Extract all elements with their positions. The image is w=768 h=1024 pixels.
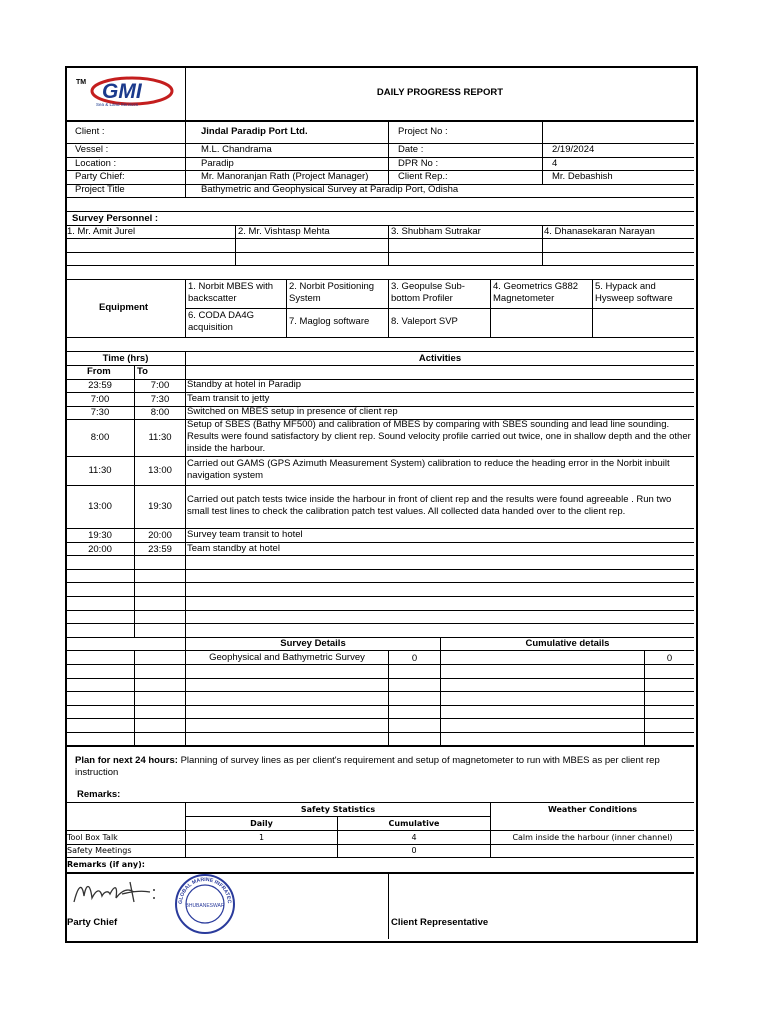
safety-cumulative-header: Cumulative [388,819,440,828]
activity-text: Standby at hotel in Paradip [187,379,302,390]
equipment-item: 8. Valeport SVP [391,316,458,327]
company-stamp [172,873,238,935]
activity-to: 20:00 [148,530,172,541]
activity-text: Survey team transit to hotel [187,529,303,540]
activity-from: 7:00 [90,394,110,405]
plan-section [75,755,693,779]
equipment-item: 2. Norbit Positioning System [289,281,375,304]
client-rep-label: Client Rep.: [398,171,448,182]
survey-details-header: Survey Details [280,638,346,649]
company-logo [74,74,178,108]
signature-image [70,876,165,910]
time-header: Time (hrs) [102,353,149,364]
toolbox-cumulative: 4 [411,833,417,842]
personnel-member: 1. Mr. Amit Jurel [67,226,136,237]
client-representative-signature-label: Client Representative [391,917,489,928]
toolbox-label: Tool Box Talk [67,833,118,842]
party-chief-signature-label: Party Chief [67,917,118,928]
activity-from: 20:00 [88,544,112,555]
project-title-value: Bathymetric and Geophysical Survey at Paradip Port, Odisha [201,184,459,195]
activity-to: 23:59 [148,544,172,555]
vessel-value: M.L. Chandrama [201,144,272,155]
party-chief-label: Party Chief: [75,171,125,182]
date-value: 2/19/2024 [552,144,595,155]
activities-header: Activities [418,353,462,364]
activity-text: Team standby at hotel [187,543,280,554]
activity-from: 13:00 [88,501,112,512]
equipment-item: 4. Geometrics G882 Magnetometer [493,281,579,304]
equipment-item: 6. CODA DA4G acquisition [188,310,254,333]
cumulative-details-header: Cumulative details [525,638,610,649]
personnel-member: 4. Dhanasekaran Narayan [544,226,655,237]
activity-text: Team transit to jetty [187,393,270,404]
activity-to: 11:30 [148,432,172,443]
toolbox-daily: 1 [258,833,265,842]
activity-to: 8:00 [150,407,170,418]
activity-to: 13:00 [148,465,172,476]
personnel-heading: Survey Personnel : [72,213,159,224]
activity-from: 7:30 [90,407,110,418]
equipment-item: 5. Hypack and Hysweep software [595,281,673,304]
activity-text: Carried out GAMS (GPS Azimuth Measurement System) calibration to reduce the heading error in the Norbit inbuilt navigation system [187,458,670,481]
remarks-label: Remarks: [77,789,121,800]
weather-value: Calm inside the harbour (inner channel) [512,833,673,842]
personnel-member: 2. Mr. Vishtasp Mehta [238,226,330,237]
activity-text: Setup of SBES (Bathy MF500) and calibration of MBES by comparing with SBES sounding and lead line sounding. Results were found satisfactory by client rep. Sound velocity profile carried out twice, one in shallow depth and the other inside the harbour. [187,419,691,454]
client-rep-value: Mr. Debashish [552,171,613,182]
report-title: DAILY PROGRESS REPORT [376,87,504,98]
location-label: Location : [75,158,117,169]
activity-from: 8:00 [90,432,110,443]
dpr-label: DPR No : [398,158,439,169]
party-chief-value: Mr. Manoranjan Rath (Project Manager) [201,171,369,182]
svg-text:GMI: GMI [102,80,142,103]
personnel-member: 3. Shubham Sutrakar [391,226,481,237]
weather-header: Weather Conditions [547,805,638,814]
survey-item: Geophysical and Bathymetric Survey [209,652,365,663]
safety-header: Safety Statistics [300,805,376,814]
meetings-label: Safety Meetings [67,846,132,855]
svg-text:BHUBANESWAR: BHUBANESWAR [185,903,225,909]
to-header: To [137,366,148,377]
equipment-item: 7. Maglog software [289,316,370,327]
equipment-label: Equipment [99,302,149,313]
activity-to: 19:30 [148,501,172,512]
client-label: Client : [75,126,105,137]
safety-daily-header: Daily [250,819,273,828]
equipment-item: 1. Norbit MBES with backscatter [188,281,273,304]
svg-text:Sea & Land Services: Sea & Land Services [96,102,139,107]
plan-label: Plan for next 24 hours: [75,755,178,766]
activity-from: 23:59 [88,380,112,391]
survey-daily-value: 0 [411,653,418,664]
remarks-if-any: Remarks (if any): [67,860,145,869]
date-label: Date : [398,144,424,155]
vessel-label: Vessel : [75,144,109,155]
client-value: Jindal Paradip Port Ltd. [201,126,308,137]
activity-text: Carried out patch tests twice inside the harbour in front of client rep and the results were found agreeable . Run two small test lines to check the calibration patch test values. All collected data handed over to the client rep. [187,494,672,517]
project-no-label: Project No : [398,126,448,137]
meetings-cumulative: 0 [411,846,417,855]
svg-text:GLOBAL MARINE INFRATECH (P) LT: GLOBAL MARINE INFRATEC [177,876,233,905]
activity-to: 7:30 [150,394,170,405]
equipment-item: 3. Geopulse Sub-bottom Profiler [391,281,465,304]
activity-text: Switched on MBES setup in presence of client rep [187,406,398,417]
project-title-label: Project Title [75,184,125,195]
location-value: Paradip [201,158,234,169]
plan-text: Planning of survey lines as per client's requirement and setup of magnetometer to run with MBES as per client rep instruction [75,755,660,778]
svg-text:TM: TM [76,79,87,86]
dpr-value: 4 [552,158,558,169]
from-header: From [87,366,111,377]
activity-from: 11:30 [88,465,112,476]
survey-cumulative-value: 0 [666,653,673,664]
activity-from: 19:30 [88,530,112,541]
activity-to: 7:00 [150,380,170,391]
